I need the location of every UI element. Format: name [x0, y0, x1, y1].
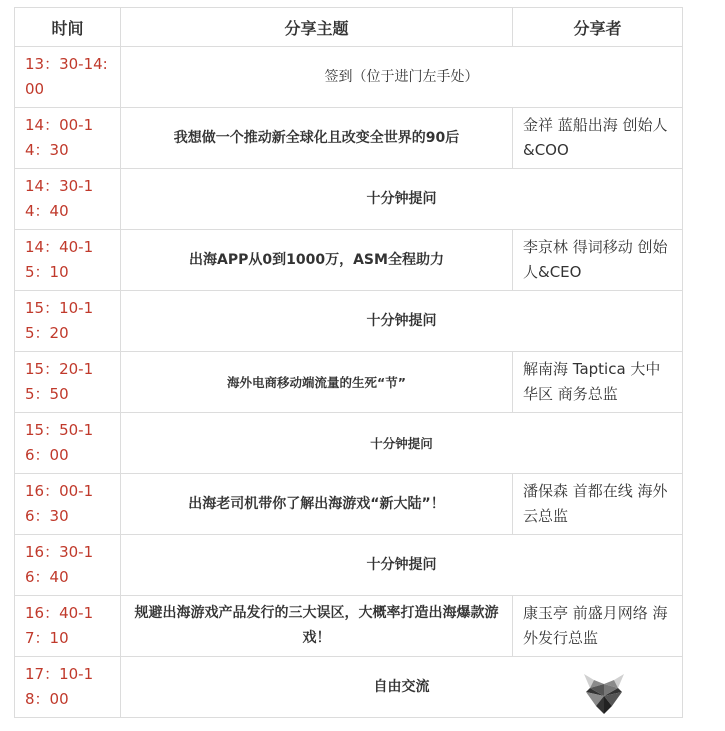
topic-cell: 十分钟提问 — [121, 169, 683, 230]
table-row — [15, 230, 683, 291]
time-cell: 14：00-14：30 — [15, 108, 121, 169]
table-row — [15, 535, 683, 596]
table-row — [15, 474, 683, 535]
table-row — [15, 413, 683, 474]
table-row — [15, 47, 683, 108]
topic-cell: 规避出海游戏产品发行的三大误区，大概率打造出海爆款游戏！ — [121, 596, 513, 657]
time-cell: 16：00-16：30 — [15, 474, 121, 535]
time-cell: 16：40-17：10 — [15, 596, 121, 657]
topic-cell: 出海老司机带你了解出海游戏“新大陆”！ — [121, 474, 513, 535]
table-header-row — [15, 8, 683, 47]
schedule-table — [14, 7, 683, 718]
table-row — [15, 291, 683, 352]
geometric-watermark-logo-icon — [580, 670, 628, 718]
topic-cell: 十分钟提问 — [121, 535, 683, 596]
time-cell: 16：30-16：40 — [15, 535, 121, 596]
topic-cell: 自由交流 — [121, 657, 683, 718]
topic-cell: 我想做一个推动新全球化且改变全世界的90后 — [121, 108, 513, 169]
speaker-cell: 金祥 蓝船出海 创始人&COO — [513, 108, 683, 169]
time-cell: 14：40-15：10 — [15, 230, 121, 291]
time-cell: 15：10-15：20 — [15, 291, 121, 352]
table-row — [15, 108, 683, 169]
time-cell: 17：10-18：00 — [15, 657, 121, 718]
topic-cell: 十分钟提问 — [121, 291, 683, 352]
time-cell: 15：20-15：50 — [15, 352, 121, 413]
table-row — [15, 169, 683, 230]
speaker-cell: 李京林 得词移动 创始人&CEO — [513, 230, 683, 291]
time-cell: 15：50-16：00 — [15, 413, 121, 474]
speaker-cell: 解南海 Taptica 大中华区 商务总监 — [513, 352, 683, 413]
header-time: 时间 — [15, 8, 121, 47]
header-topic: 分享主题 — [121, 8, 513, 47]
table-row — [15, 352, 683, 413]
table-row — [15, 596, 683, 657]
speaker-cell: 潘保森 首都在线 海外云总监 — [513, 474, 683, 535]
speaker-cell: 康玉亭 前盛月网络 海外发行总监 — [513, 596, 683, 657]
header-speaker: 分享者 — [513, 8, 683, 47]
topic-cell: 海外电商移动端流量的生死“节” — [121, 352, 513, 413]
topic-cell: 十分钟提问 — [121, 413, 683, 474]
time-cell: 13：30-14:00 — [15, 47, 121, 108]
topic-cell: 出海APP从0到1000万，ASM全程助力 — [121, 230, 513, 291]
topic-cell: 签到（位于进门左手处） — [121, 47, 683, 108]
time-cell: 14：30-14：40 — [15, 169, 121, 230]
